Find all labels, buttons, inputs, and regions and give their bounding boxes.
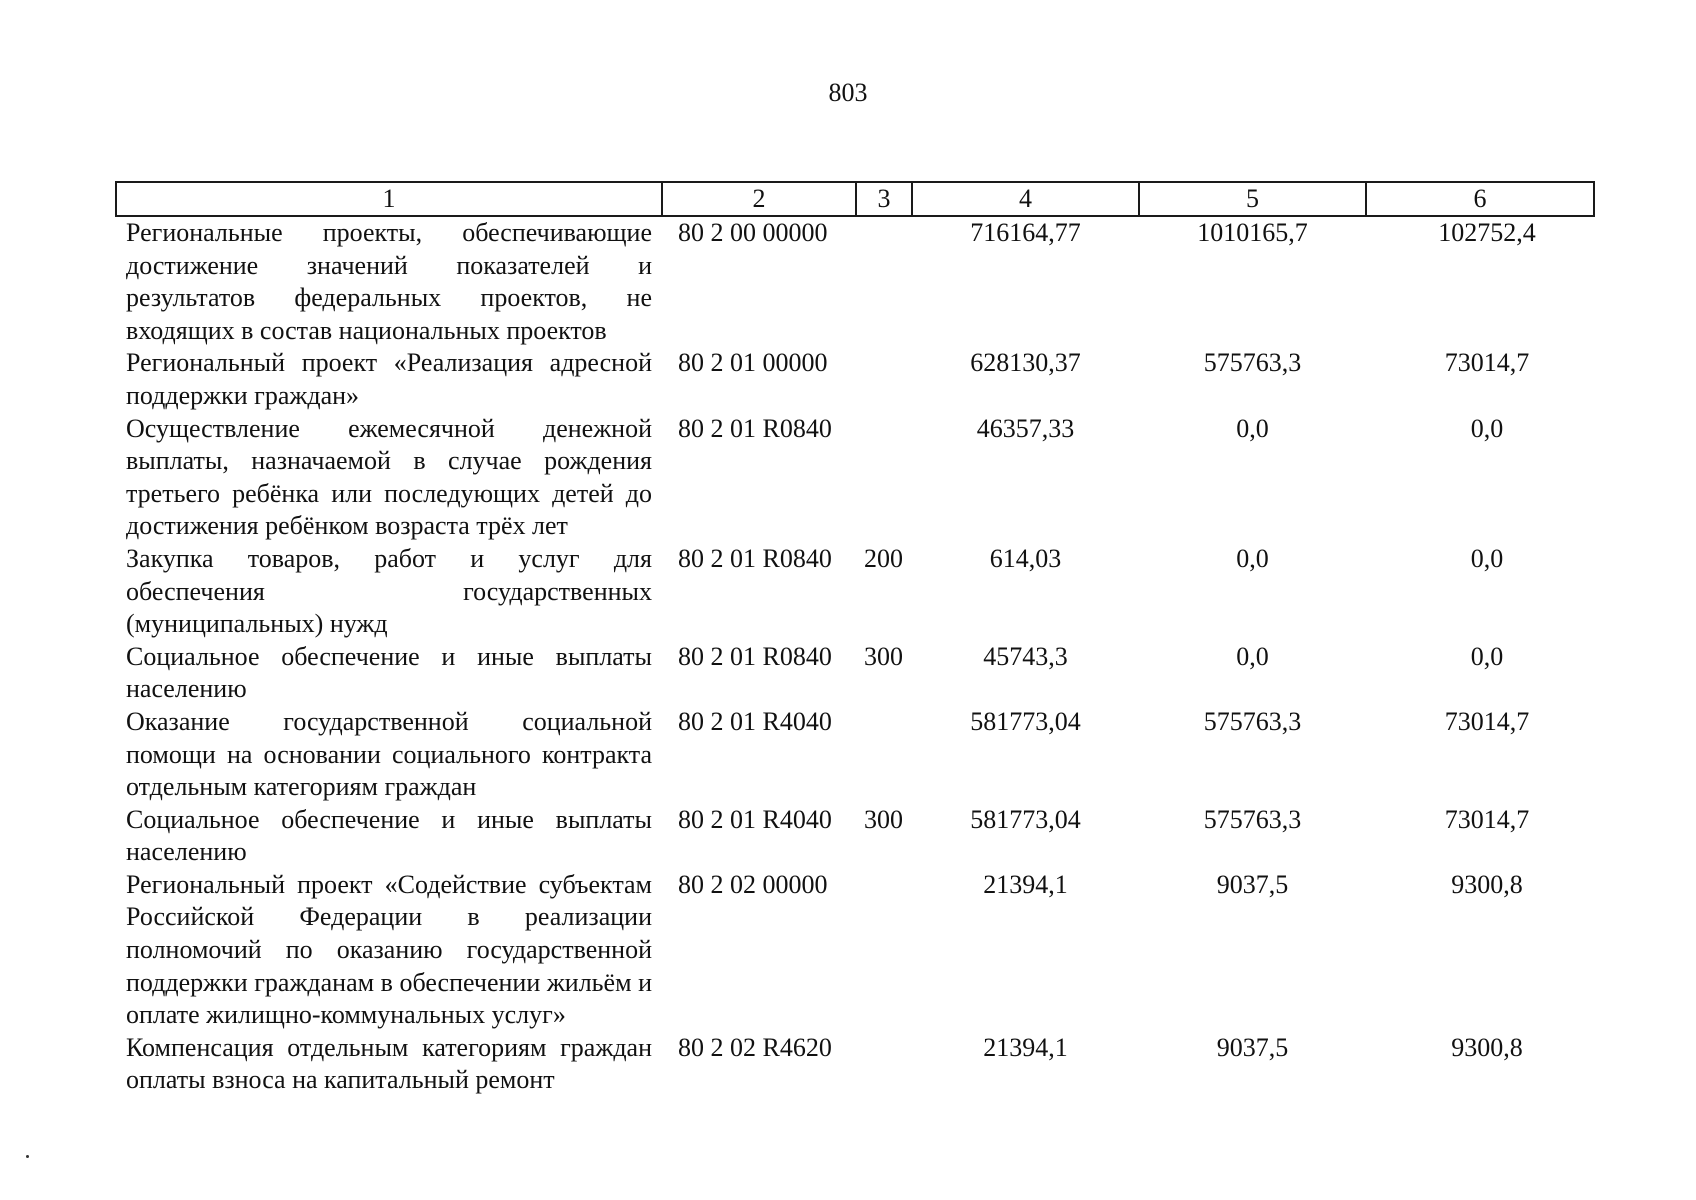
row-expense-type xyxy=(856,413,912,543)
table-row xyxy=(116,347,1594,412)
row-code: 80 2 01 R0840 xyxy=(678,413,832,443)
table-row xyxy=(116,543,1594,641)
row-name: Региональный проект «Реализация адресной поддержки граждан» xyxy=(126,348,652,410)
row-value-5: 0,0 xyxy=(1236,413,1269,443)
row-expense-type: 200 xyxy=(864,543,903,573)
row-expense-type xyxy=(856,706,912,804)
page-number: 803 xyxy=(828,78,868,107)
row-name: Социальное обеспечение и иные выплаты населению xyxy=(126,641,652,704)
table-row xyxy=(116,641,1594,706)
row-value-6: 102752,4 xyxy=(1438,218,1536,247)
row-value-5: 575763,3 xyxy=(1203,348,1302,378)
row-value-5: 9037,5 xyxy=(1216,869,1289,899)
row-name: Закупка товаров, работ и услуг для обеспечения государственных (муниципальных) нужд xyxy=(126,543,652,639)
row-name: Оказание государственной социальной помощи на основании социального контракта отдельным категориям граждан xyxy=(126,706,652,802)
table-row xyxy=(116,869,1594,1032)
scan-speck xyxy=(26,1155,29,1158)
row-value-4: 46357,33 xyxy=(976,413,1075,443)
row-value-5: 1010165,7 xyxy=(1197,218,1308,247)
budget-table xyxy=(115,181,1595,1097)
row-value-4: 581773,04 xyxy=(970,804,1081,834)
row-value-6: 0,0 xyxy=(1470,413,1504,443)
row-value-5: 575763,3 xyxy=(1203,706,1302,736)
header-col-6: 6 xyxy=(1366,182,1594,216)
row-expense-type xyxy=(856,347,912,412)
row-code: 80 2 01 R0840 xyxy=(678,641,832,671)
row-name: Компенсация отдельным категориям граждан оплаты взноса на капитальный ремонт xyxy=(126,1032,652,1095)
row-value-6: 73014,7 xyxy=(1444,706,1530,736)
header-col-2: 2 xyxy=(662,182,856,216)
row-expense-type: 300 xyxy=(864,804,903,834)
row-value-5: 0,0 xyxy=(1236,543,1269,573)
row-name: Региональный проект «Содействие субъектам Российской Федерации в реализации полномочий по оказанию государственной поддержки гражданам в обеспечении жильём и оплате жилищно-коммунальных услуг» xyxy=(126,869,652,1030)
row-value-4: 45743,3 xyxy=(983,641,1068,671)
header-row xyxy=(116,182,1594,216)
row-code: 80 2 02 R4620 xyxy=(678,1032,832,1062)
table-row xyxy=(116,216,1594,347)
row-code: 80 2 02 00000 xyxy=(678,869,828,899)
row-value-6: 73014,7 xyxy=(1444,804,1530,834)
row-code: 80 2 01 00000 xyxy=(678,348,828,378)
row-value-4: 628130,37 xyxy=(970,348,1081,378)
row-value-5: 0,0 xyxy=(1236,641,1269,671)
row-value-4: 614,03 xyxy=(989,543,1062,573)
row-name: Социальное обеспечение и иные выплаты населению xyxy=(126,804,652,867)
header-col-1: 1 xyxy=(116,182,662,216)
row-expense-type xyxy=(856,869,912,1032)
row-value-4: 716164,77 xyxy=(970,218,1081,247)
row-value-6: 9300,8 xyxy=(1451,869,1523,899)
row-code: 80 2 01 R4040 xyxy=(678,804,832,834)
row-name: Региональные проекты, обеспечивающие достижение значений показателей и результатов федеральных проектов, не входящих в состав национальных проектов xyxy=(126,218,652,345)
table-row xyxy=(116,413,1594,543)
table-row xyxy=(116,804,1594,869)
row-value-6: 73014,7 xyxy=(1444,348,1530,378)
row-value-4: 21394,1 xyxy=(983,869,1068,899)
row-expense-type: 300 xyxy=(864,641,903,671)
row-name: Осуществление ежемесячной денежной выплаты, назначаемой в случае рождения третьего ребёнка или последующих детей до достижения ребёнком возраста трёх лет xyxy=(126,413,652,541)
row-code: 80 2 00 00000 xyxy=(678,218,828,247)
table-row xyxy=(116,706,1594,804)
row-value-6: 0,0 xyxy=(1470,543,1504,573)
header-col-5: 5 xyxy=(1139,182,1366,216)
header-col-3: 3 xyxy=(856,182,912,216)
row-value-6: 0,0 xyxy=(1470,641,1504,671)
table-body xyxy=(116,216,1594,1097)
row-value-5: 575763,3 xyxy=(1203,804,1302,834)
row-code: 80 2 01 R4040 xyxy=(678,706,832,736)
table-row xyxy=(116,1032,1594,1097)
table-header xyxy=(116,182,1594,216)
header-col-4: 4 xyxy=(912,182,1139,216)
row-value-4: 581773,04 xyxy=(970,706,1081,736)
row-value-4: 21394,1 xyxy=(983,1032,1068,1062)
row-expense-type xyxy=(856,216,912,347)
row-value-5: 9037,5 xyxy=(1216,1032,1289,1062)
row-value-6: 9300,8 xyxy=(1451,1032,1523,1062)
row-expense-type xyxy=(856,1032,912,1097)
row-code: 80 2 01 R0840 xyxy=(678,543,832,573)
